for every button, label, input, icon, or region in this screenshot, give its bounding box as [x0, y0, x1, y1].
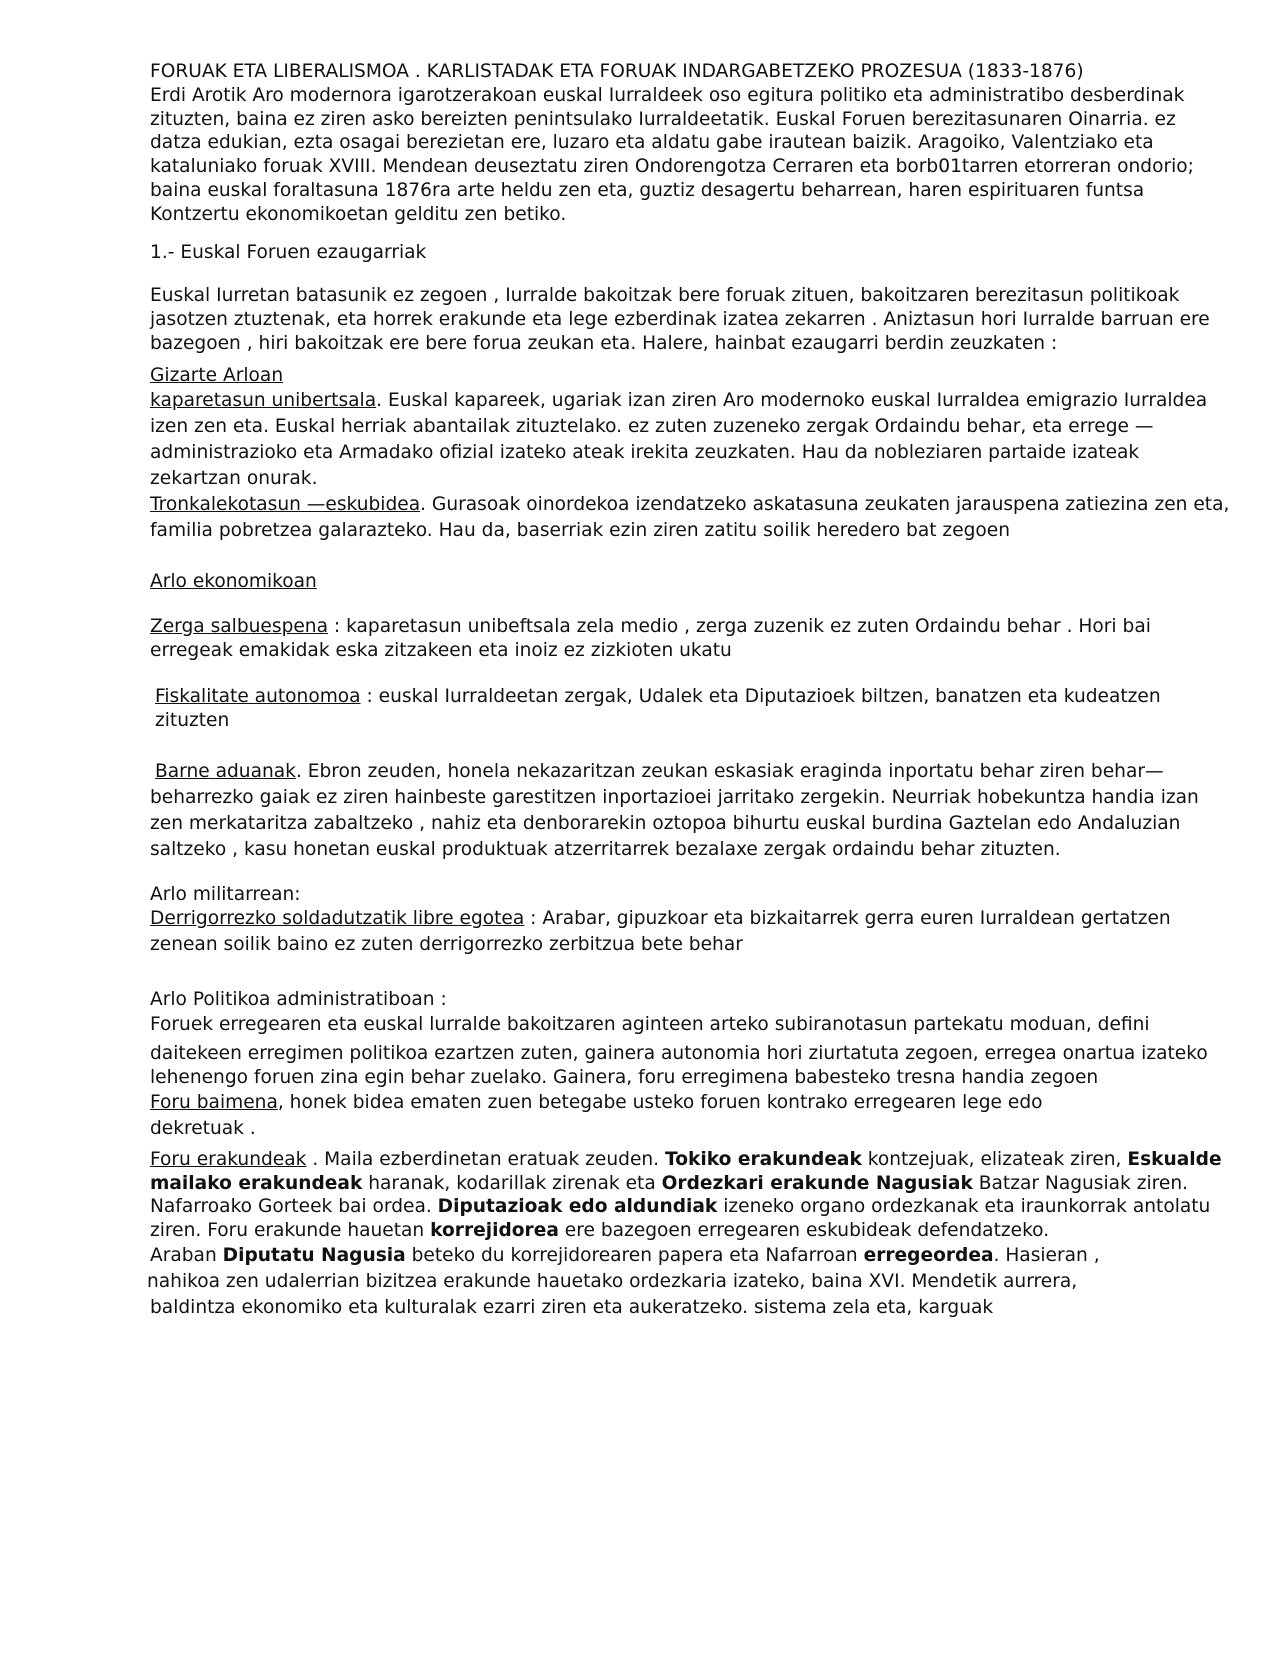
politikoa-heading: Arlo Politikoa administratiboan :: [150, 989, 447, 1011]
bold-eskualde: Eskualde mailako erakundeak: [150, 1148, 1222, 1194]
text-aduanak: . Ebron zeuden, honela nekazaritzan zeukan eskasiak eraginda inportatu behar ziren behar— beharrezko gaiak ez ziren hainbeste garestitzen inportazioei jarritako zergekin. Neurriak hobekuntza handia izan zen merkataritza zabaltzeko , nahiz eta denborarekin oztopoa bihurtu euskal burdina Gaztelan edo Andaluzian saltzeko , kasu honetan euskal produktuak atzerritarrek bezalaxe zergak ordaindu behar zituzten.: [150, 760, 1199, 860]
text-erakundeak-4: Batzar Nagusiak ziren. Nafarroako Gorteek bai ordea.: [150, 1172, 1189, 1218]
bold-diputazioak: Diputazioak edo aldundiak: [437, 1196, 718, 1218]
last-line-2: baldintza ekonomiko eta kulturalak ezarri ziren eta aukeratzeko. sistema zela eta, karguak: [150, 1296, 994, 1318]
text-araban-2: beteko du korrejidorearen papera eta Nafarroan: [405, 1244, 864, 1266]
document-title: FORUAK ETA LIBERALISMOA . KARLISTADAK ETA FORUAK INDARGABETZEKO PROZESUA (1833-1876): [150, 61, 1084, 82]
gizarte-heading: [150, 364, 1230, 388]
zerga-paragraph: [150, 615, 1230, 663]
text-erakundeak-5: izeneko organo ordezkanak eta iraunkorrak antolatu ziren. Foru erakunde hauetan: [150, 1196, 1211, 1242]
tronkalekotasun-paragraph: [150, 492, 1230, 544]
bold-ordezkari: Ordezkari erakunde Nagusiak: [661, 1172, 973, 1194]
bold-diputatu: Diputatu Nagusia: [222, 1244, 406, 1266]
term-fiskalitate: Fiskalitate autonomoa: [155, 685, 361, 707]
text-erakundeak-2: kontzejuak, elizateak ziren,: [861, 1148, 1128, 1170]
intro-paragraph: Erdi Arotik Aro modernora igarotzerakoan euskal Iurraldeek oso egitura politiko eta administratibo desberdinak zituzten, baina ez ziren asko bereizten penintsulako Iurraldeetatik. Euskal Foruen berezitasunaren Oinarria. ez datza edukian, ezta osagai berezietan ere, luzaro eta aldatu gabe irautean baizik. Aragoiko, Valentziako eta kataluniako foruak XVIII. Mendean deuseztatu ziren Ondorengotza Cerraren eta borb01tarren etorreran ondorio; baina euskal foraltasuna 1876ra arte heldu zen eta, guztiz desagertu beharrean, haren espirituaren funtsa Kontzertu ekonomikoetan gelditu zen betiko.: [150, 84, 1194, 225]
document-page: [147, 60, 1230, 1321]
section-intro-paragraph: Euskal Iurretan batasunik ez zegoen , Iurralde bakoitzak bere foruak zituen, bakoitzaren berezitasun politikoak jasotzen ztuztenak, eta horrek erakunde eta lege ezberdinak izatea zekarren . Aniztasun hori Iurralde barruan ere bazegoen , hiri bakoitzak ere bere forua zeukan eta. Halere, hainbat ezaugarri berdin zeuzkaten :: [150, 285, 1210, 354]
term-aduanak: Barne aduanak: [155, 760, 296, 782]
aduanak-paragraph: [150, 759, 1230, 863]
term-kaparetasun: kaparetasun unibertsala: [150, 389, 377, 411]
section-heading: 1.- Euskal Foruen ezaugarriak: [150, 241, 427, 263]
text-baimena: , honek bidea ematen zuen betegabe usteko foruen kontrako erregearen lege edo: [277, 1091, 1043, 1113]
araban-paragraph: [150, 1243, 1230, 1269]
gizarte-heading-text: Gizarte Arloan: [150, 364, 284, 386]
soldadutza-paragraph: [150, 906, 1230, 958]
bold-tokiko: Tokiko erakundeak: [665, 1148, 862, 1170]
politikoa-paragraph-b: daitekeen erregimen politikoa ezartzen zuten, gainera autonomia hori ziurtatuta zegoen, erregea onartua izateko lehenengo foruen zina egin behar zuelako. Gainera, foru erregimena babesteko tresna handia zegoen: [150, 1043, 1208, 1088]
text-araban-1: Araban: [150, 1244, 223, 1266]
text-fiskalitate: : euskal Iurraldeetan zergak, Udalek eta Diputazioek biltzen, banatzen eta kudeatzen zituzten: [155, 685, 1161, 731]
text-tronkalekotasun: . Gurasoak oinordekoa izendatzeko askatasuna zeukaten jarauspena zatiezina zen eta, familia pobretzea galarazteko. Hau da, baserriak ezin ziren zatitu soilik heredero bat zegoen: [150, 493, 1230, 541]
fiskalitate-paragraph: [150, 685, 1230, 733]
text-kaparetasun: . Euskal kapareek, ugariak izan ziren Aro modernoko euskal Iurraldea emigrazio Iurraldea izen zen eta. Euskal herriak abantailak zituztelako. ez zuten zuzeneko zergak Ordaindu behar, eta errege — administrazioko eta Armadako ofizial izateko ateak irekita zeuzkaten. Hau da nobleziaren partaide izateak zekartzan onurak.: [150, 389, 1208, 489]
politikoa-paragraph-a: Foruek erregearen eta euskal lurralde bakoitzaren aginteen arteko subiranotasun partekatu moduan, defini: [150, 1014, 1150, 1036]
militarra-heading: Arlo militarrean:: [150, 883, 301, 905]
text-zerga: : kaparetasun unibeftsala zela medio , zerga zuzenik ez zuten Ordaindu behar . Hori bai erregeak emakidak eska zitzakeen eta inoiz ez zizkioten ukatu: [150, 616, 1151, 662]
term-erakundeak: Foru erakundeak: [150, 1148, 307, 1170]
baimena-paragraph: [150, 1090, 1230, 1116]
ekonomikoa-heading-text: Arlo ekonomikoan: [150, 570, 317, 592]
term-baimena: Foru baimena: [150, 1091, 278, 1113]
bold-korrejidorea: korrejidorea: [430, 1220, 559, 1242]
term-zerga: Zerga salbuespena: [150, 616, 328, 638]
erakundeak-paragraph: [150, 1148, 1230, 1243]
text-erakundeak-1: . Maila ezberdinetan eratuak zeuden.: [306, 1148, 665, 1170]
term-soldadutza: Derrigorrezko soldadutzatik libre egotea: [150, 908, 525, 930]
last-line-1: nahikoa zen udalerrian bizitzea erakunde hauetako ordezkaria izateko, baina XVI. Mendetik aurrera,: [147, 1270, 1078, 1292]
term-tronkalekotasun: Tronkalekotasun —eskubidea: [150, 493, 421, 515]
kaparetasun-paragraph: [150, 388, 1230, 492]
text-erakundeak-6: ere bazegoen erregearen eskubideak defendatzeko.: [558, 1220, 1050, 1242]
text-araban-3: . Hasieran ,: [993, 1244, 1100, 1266]
text-erakundeak-3: haranak, kodarillak zirenak eta: [362, 1172, 662, 1194]
text-soldadutza: : Arabar, gipuzkoar eta bizkaitarrek gerra euren Iurraldean gertatzen zenean soilik baino ez zuten derrigorrezko zerbitzua bete behar: [150, 908, 1171, 956]
ekonomikoa-heading: [150, 570, 1230, 594]
bold-erregeordea: erregeordea: [863, 1244, 994, 1266]
baimena-paragraph-cont: dekretuak .: [150, 1117, 256, 1139]
